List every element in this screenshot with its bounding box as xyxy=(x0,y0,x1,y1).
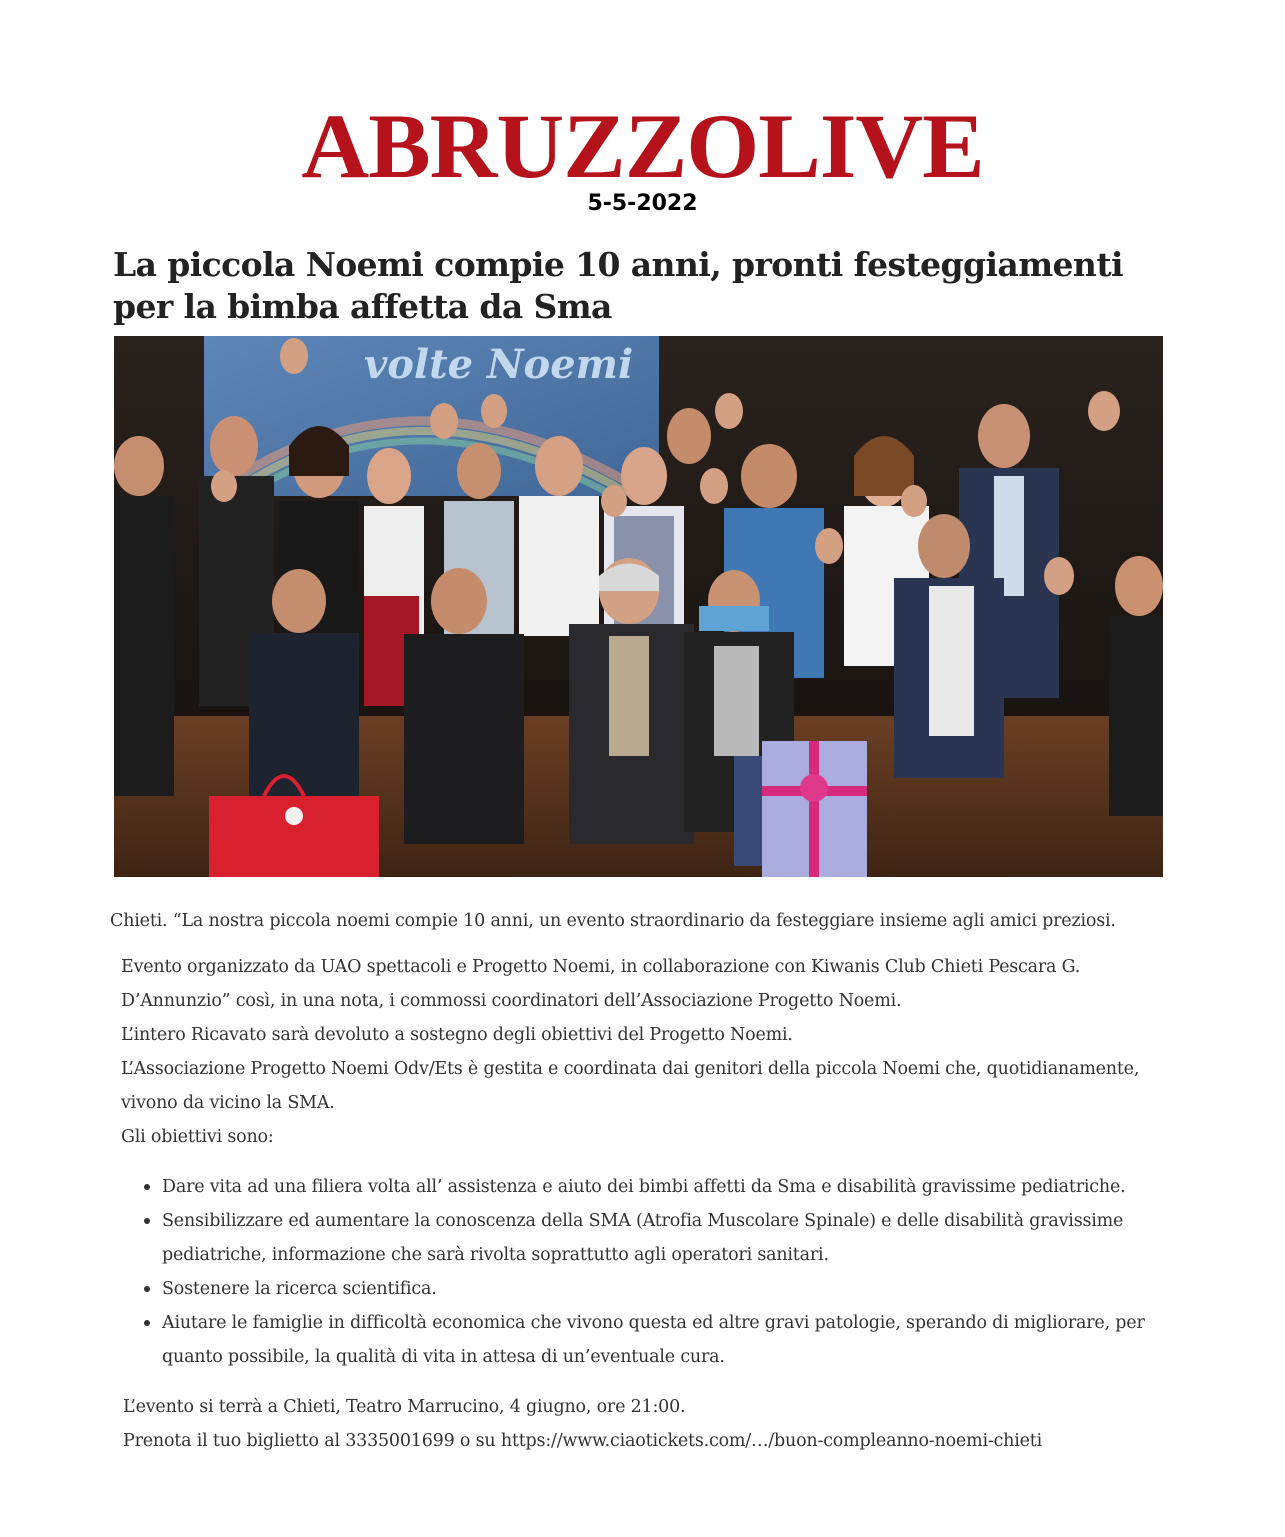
booking-info: Prenota il tuo biglietto al 3335001699 o su https://www.ciaotickets.com/…/buon-compleanno-noemi-chieti xyxy=(123,1431,1043,1451)
bullet-icon xyxy=(144,1218,150,1224)
list-item-text: Aiutare le famiglie in difficoltà economica che vivono questa ed altre gravi patologie, sperando di migliorare, per quanto possibile, la qualità di vita in attesa di un’eventuale cura. xyxy=(162,1313,1145,1367)
group-photo-illustration xyxy=(114,336,1163,877)
list-item xyxy=(162,1272,1172,1306)
paragraph: Evento organizzato da UAO spettacoli e Progetto Noemi, in collaborazione con Kiwanis Club Chieti Pescara G. D’Annunzio” così, in una nota, i commossi coordinatori dell’Associazione Progetto Noemi. xyxy=(121,957,1081,1011)
paragraph: Gli obiettivi sono: xyxy=(121,1127,274,1147)
publication-date: 5-5-2022 xyxy=(587,191,698,216)
list-item xyxy=(162,1306,1172,1374)
article-headline: La piccola Noemi compie 10 anni, pronti festeggiamenti per la bimba affetta da Sma xyxy=(113,245,1123,326)
article-lead: Chieti. “La nostra piccola noemi compie 10 anni, un evento straordinario da festeggiare insieme agli amici preziosi. xyxy=(110,911,1116,931)
article-photo xyxy=(114,336,1163,877)
list-item xyxy=(162,1170,1172,1204)
masthead-logo: ABRUZZOLIVE xyxy=(301,95,984,197)
list-item-text: Sensibilizzare ed aumentare la conoscenza della SMA (Atrofia Muscolare Spinale) e delle disabilità gravissime pediatriche, informazione che sarà rivolta soprattutto agli operatori sanitari. xyxy=(162,1211,1124,1265)
article-body xyxy=(121,950,1171,1154)
screen-text: volte Noemi xyxy=(364,341,634,388)
bullet-icon xyxy=(144,1320,150,1326)
paragraph: L’intero Ricavato sarà devoluto a sostegno degli obiettivi del Progetto Noemi. xyxy=(121,1025,793,1045)
objectives-list xyxy=(162,1170,1172,1374)
paragraph: L’Associazione Progetto Noemi Odv/Ets è gestita e coordinata dai genitori della piccola Noemi che, quotidianamente, vivono da vicino la SMA. xyxy=(121,1059,1140,1113)
list-item-text: Sostenere la ricerca scientifica. xyxy=(162,1279,437,1299)
list-item xyxy=(162,1204,1172,1272)
event-info xyxy=(123,1390,1173,1458)
bullet-icon xyxy=(144,1184,150,1190)
list-item-text: Dare vita ad una filiera volta all’ assistenza e aiuto dei bimbi affetti da Sma e disabilità gravissime pediatriche. xyxy=(162,1177,1126,1197)
bullet-icon xyxy=(144,1286,150,1292)
event-details: L’evento si terrà a Chieti, Teatro Marrucino, 4 giugno, ore 21:00. xyxy=(123,1397,686,1417)
